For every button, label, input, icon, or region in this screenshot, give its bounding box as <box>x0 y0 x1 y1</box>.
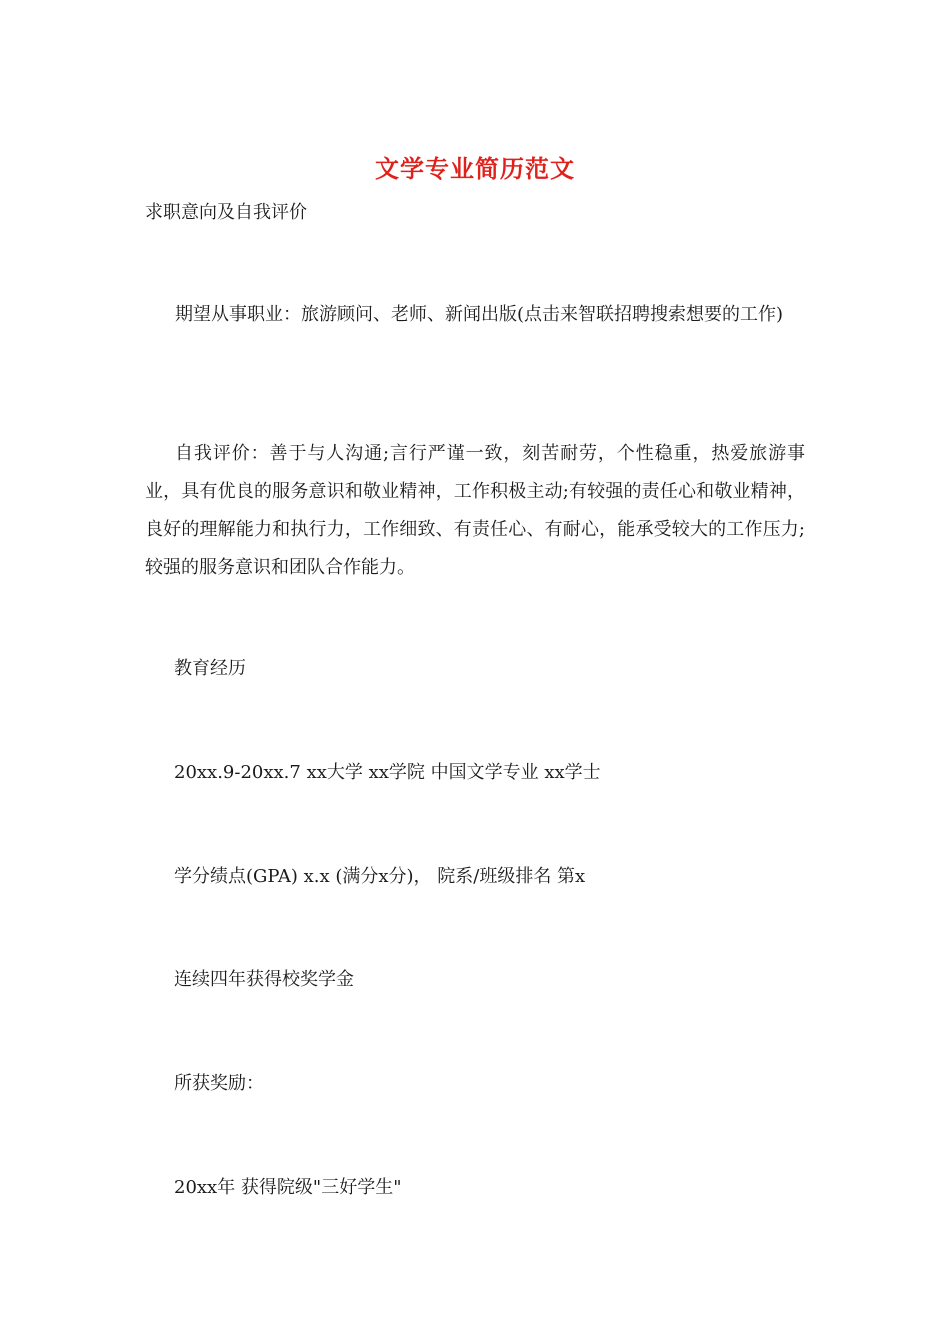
award-item: 20xx年 获得院级"三好学生" <box>174 1177 402 1198</box>
awards-heading: 所获奖励： <box>174 1073 264 1094</box>
gpa-line: 学分绩点(GPA) x.x (满分x分)， 院系/班级排名 第x <box>174 866 586 887</box>
education-entry: 20xx.9-20xx.7 xx大学 xx学院 中国文学专业 xx学士 <box>174 762 601 783</box>
section-heading-job-intent: 求职意向及自我评价 <box>145 202 307 223</box>
education-heading: 教育经历 <box>174 658 246 679</box>
self-evaluation-paragraph: 自我评价：善于与人沟通;言行严谨一致，刻苦耐劳，个性稳重，热爱旅游事业，具有优良的服务意识和敬业精神，工作积极主动;有较强的责任心和敬业精神，良好的理解能力和执行力，工作细致、有责任心、有耐心，能承受较大的工作压力;较强的服务意识和团队合作能力。 <box>145 443 805 578</box>
expected-job-paragraph: 期望从事职业：旅游顾问、老师、新闻出版(点击来智联招聘搜索想要的工作) <box>175 304 784 325</box>
scholarship-line: 连续四年获得校奖学金 <box>174 969 354 990</box>
document-title: 文学专业简历范文 <box>375 154 575 183</box>
